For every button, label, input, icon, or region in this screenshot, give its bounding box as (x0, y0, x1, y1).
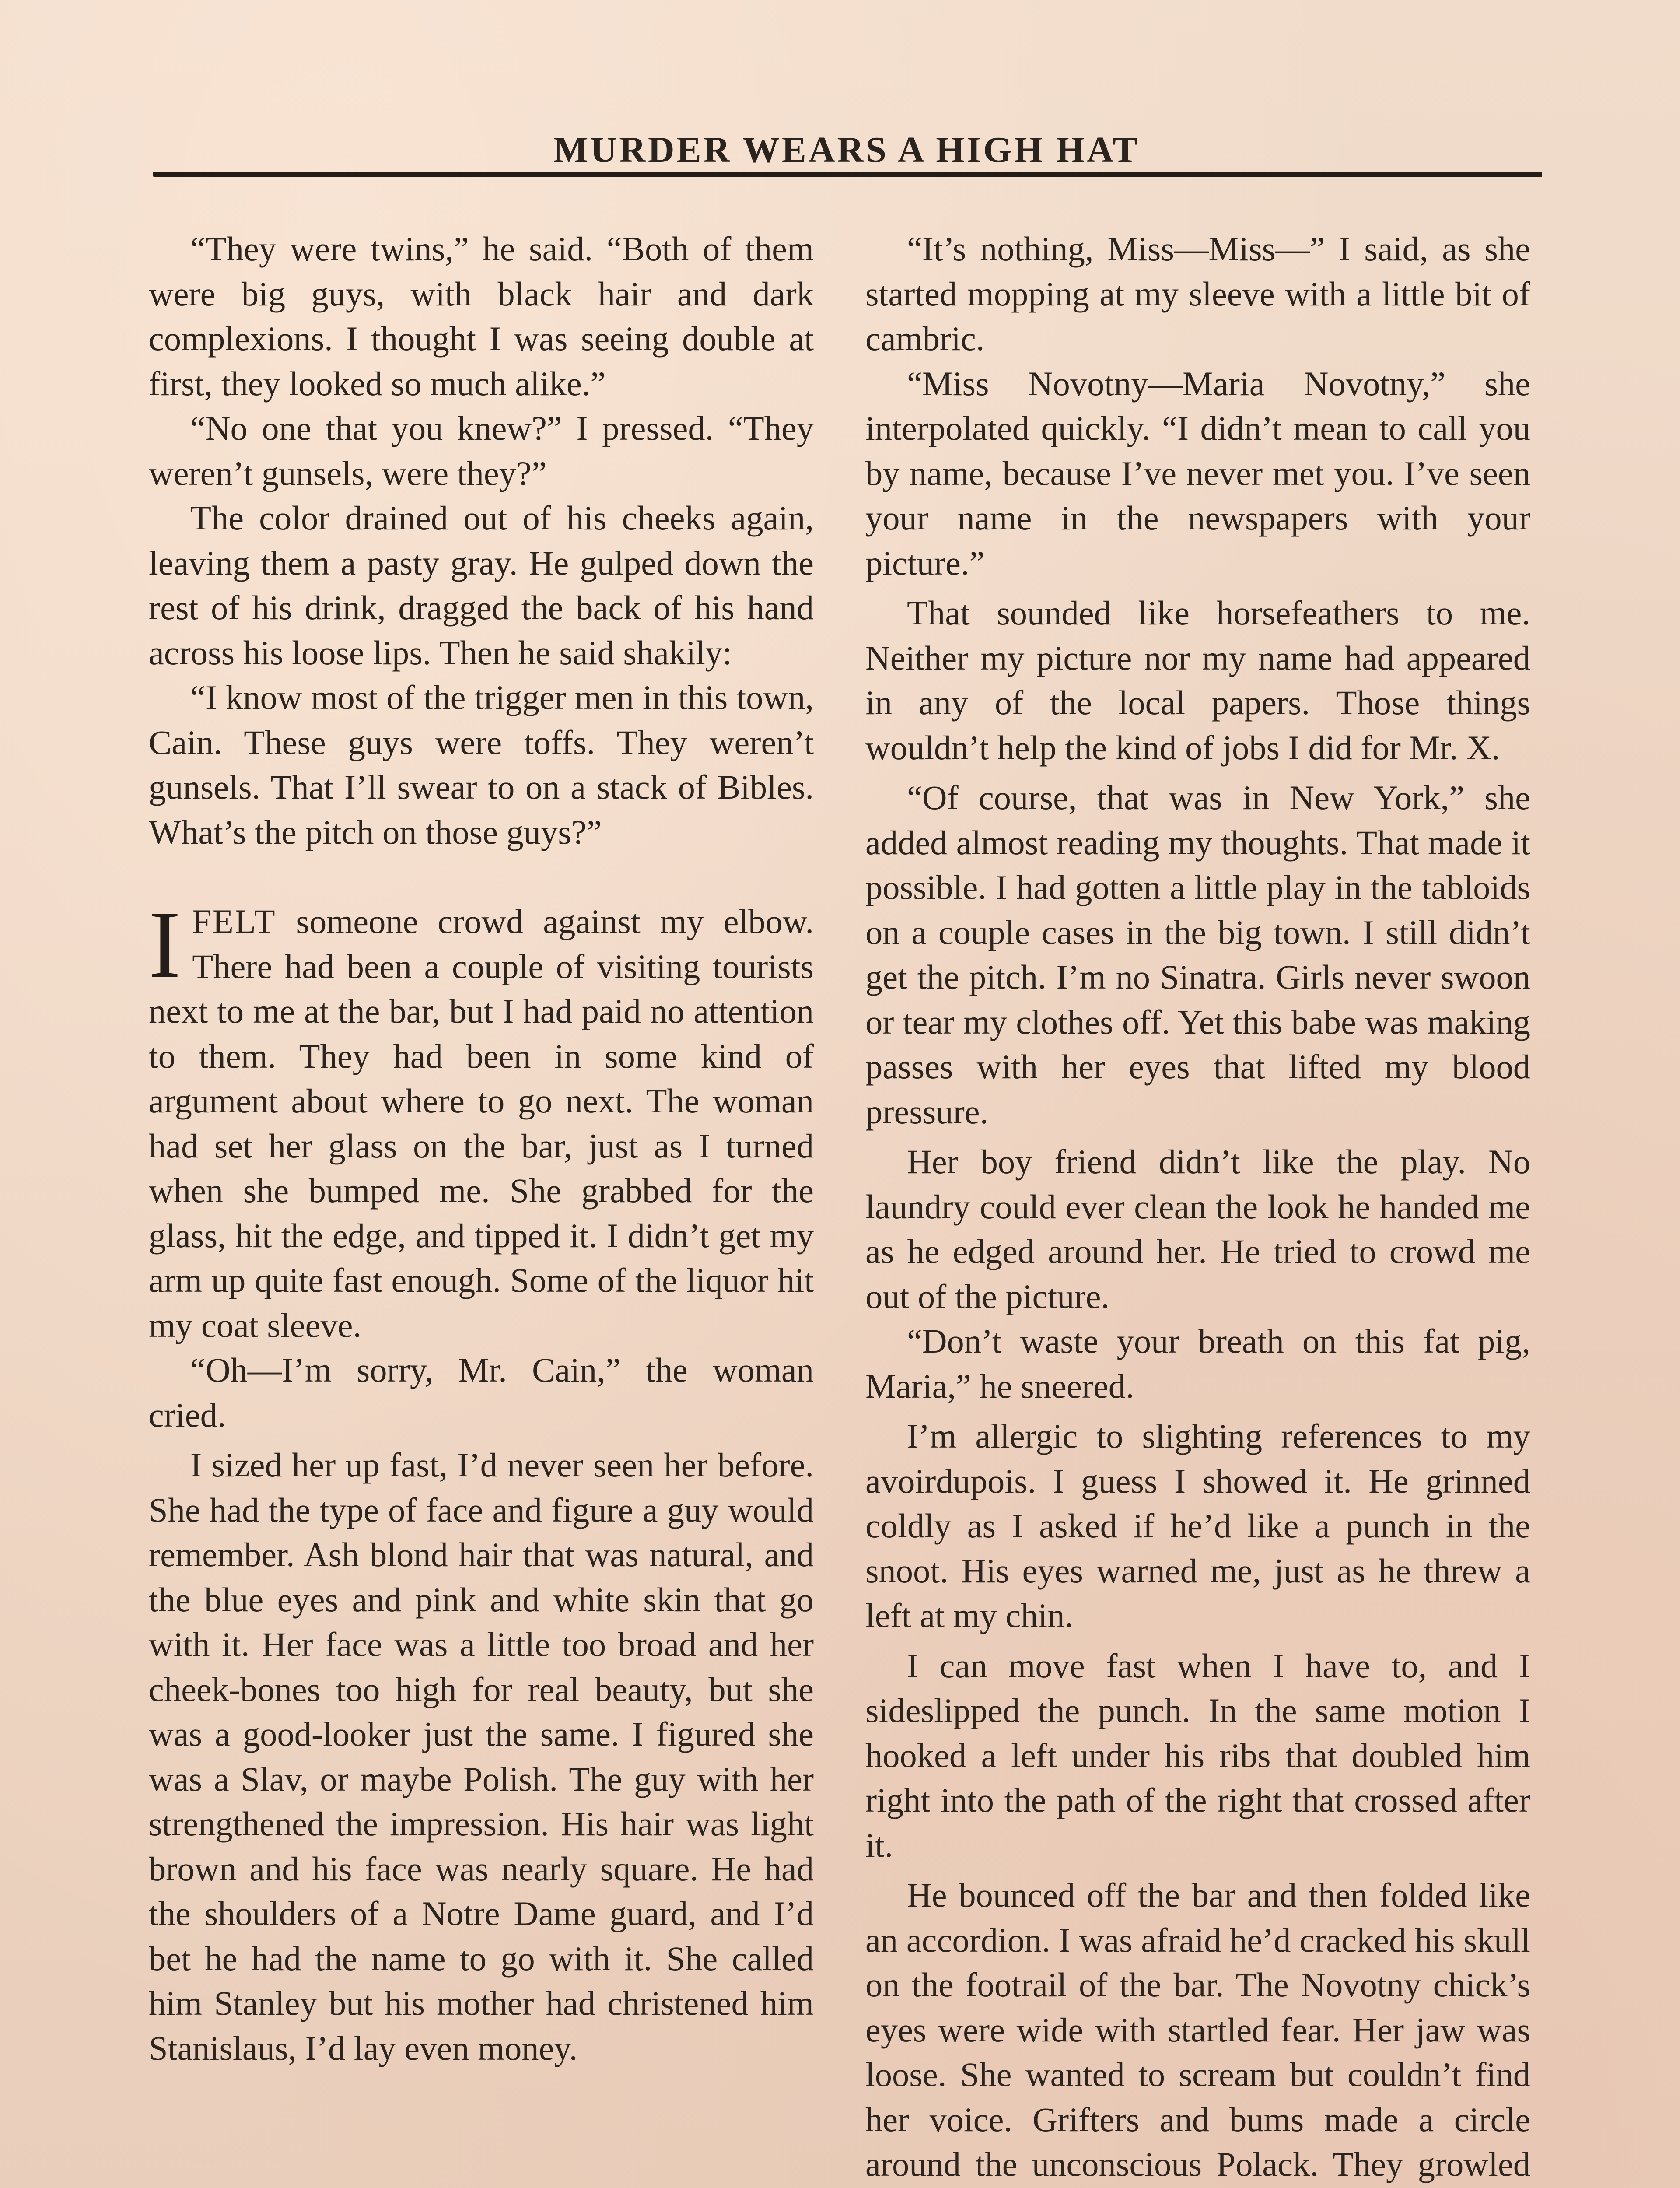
paragraph: I can move fast when I have to, and I sideslipped the punch. In the same motion I hooked a left under his ribs that doubled him right into the path of the right that crossed after it. (865, 1646, 1530, 1864)
paragraph: “Miss Novotny—Maria Novotny,” she interpolated quickly. “I didn’t mean to call you by name, because I’ve never met you. I’ve seen your name in the newspapers with your picture.” (865, 364, 1530, 582)
paragraph: “Oh—I’m sorry, Mr. Cain,” the woman cried. (149, 1351, 814, 1434)
paragraph: “Of course, that was in New York,” she added almost reading my thoughts. That made it possible. I had gotten a little play in the tabloids on a couple cases in the big town. I still didn’t get the pitch. I’m no Sinatra. Girls never swoon or tear my clothes off. Yet this babe was making passes with her eyes that lifted my blood pressure. (865, 778, 1530, 1131)
paragraph: I’m allergic to slighting references to my avoirdupois. I guess I showed it. He grinned coldly as I asked if he’d like a punch in the snoot. His eyes warned me, just as he threw a left at my chin. (865, 1417, 1530, 1634)
paragraph: The color drained out of his cheeks again, leaving them a pasty gray. He gulped down the rest of his drink, dragged the back of his hand across his loose lips. Then he said shakily: (149, 499, 814, 672)
running-header: MURDER WEARS A HIGH HAT (553, 130, 1140, 170)
paragraph: I sized her up fast, I’d never seen her before. She had the type of face and figure a guy would remember. Ash blond hair that was natural, and the blue eyes and pink and white skin that go with it. Her face was a little too broad and her cheek-bones too high for real beauty, but she was a good-looker just the same. I figured she was a Slav, or maybe Polish. The guy with her strengthened the impression. His hair was light brown and his face was nearly square. He had the shoulders of a Notre Dame guard, and I’d bet he had the name to go with it. She called him Stanley but his mother had christened him Stanislaus, I’d lay even money. (149, 1446, 814, 2067)
paragraph: “Don’t waste your breath on this fat pig, Maria,” he sneered. (865, 1322, 1530, 1405)
paragraph-with-dropcap (149, 891, 814, 1348)
header-rule (153, 172, 1542, 177)
paragraph: Her boy friend didn’t like the play. No laundry could ever clean the look he handed me as he edged around her. He tried to crowd me out of the picture. (865, 1143, 1530, 1315)
left-column (149, 227, 814, 2071)
paragraph: “It’s nothing, Miss—Miss—” I said, as she started mopping at my sleeve with a little bit of cambric. (865, 230, 1530, 358)
paragraph: “I know most of the trigger men in this town, Cain. These guys were toffs. They weren’t gunsels. That I’ll swear to on a stack of Bibles. What’s the pitch on those guys?” (149, 678, 814, 851)
paragraph: That sounded like horsefeathers to me. Neither my picture nor my name had appeared in any of the local papers. Those things wouldn’t help the kind of jobs I did for Mr. X. (865, 594, 1530, 767)
paragraph: “No one that you knew?” I pressed. “They weren’t gunsels, were they?” (149, 409, 814, 492)
paragraph-text: someone crowd against my elbow. There had been a couple of visiting tourists next to me at the bar, but I had paid no attention to them. They had been in some kind of argument about where to go next. The woman had set her glass on the bar, just as I turned when she bumped me. She grabbed for the glass, hit the edge, and tipped it. I didn’t get my arm up quite fast enough. Some of the liquor hit my coat sleeve. (149, 902, 814, 1344)
drop-cap: I (149, 891, 181, 998)
right-column (865, 227, 1530, 2188)
lead-word: FELT (192, 902, 276, 940)
paragraph: He bounced off the bar and then folded like an accordion. I was afraid he’d cracked his skull on the footrail of the bar. The Novotny chick’s eyes were wide with startled fear. Her jaw was loose. She wanted to scream but couldn’t find her voice. Grifters and bums made a circle around the unconscious Polack. They growled (865, 1876, 1530, 2183)
paragraph: “They were twins,” he said. “Both of them were big guys, with black hair and dark complexions. I thought I was seeing double at first, they looked so much alike.” (149, 230, 814, 403)
